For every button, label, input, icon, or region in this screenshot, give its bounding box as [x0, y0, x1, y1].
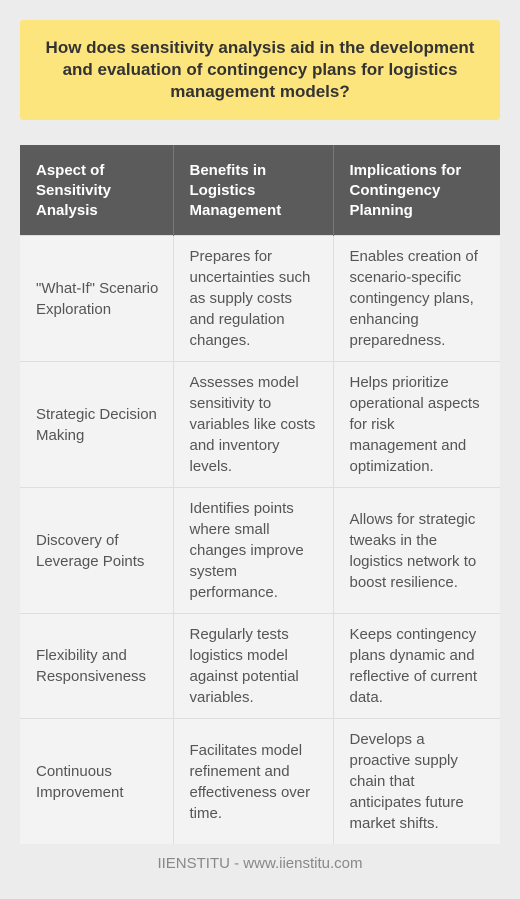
table-row — [20, 362, 500, 488]
cell-implication: Helps prioritize operational aspects for risk management and optimization. — [333, 362, 500, 488]
cell-benefit: Facilitates model refinement and effectiveness over time. — [173, 719, 333, 845]
table-row — [20, 614, 500, 719]
cell-aspect: Continuous Improvement — [20, 719, 173, 845]
table-row — [20, 488, 500, 614]
cell-implication: Develops a proactive supply chain that anticipates future market shifts. — [333, 719, 500, 845]
cell-aspect: "What-If" Scenario Exploration — [20, 236, 173, 362]
cell-implication: Allows for strategic tweaks in the logistics network to boost resilience. — [333, 488, 500, 614]
header-implications: Implications for Contingency Planning — [333, 145, 500, 236]
cell-benefit: Identifies points where small changes improve system performance. — [173, 488, 333, 614]
table-row — [20, 236, 500, 362]
table-row — [20, 719, 500, 845]
sensitivity-table-container — [20, 145, 500, 844]
page-title: How does sensitivity analysis aid in the development and evaluation of contingency plans for logistics management models? — [45, 38, 475, 101]
sensitivity-table — [20, 145, 500, 844]
title-banner — [20, 20, 500, 120]
cell-benefit: Assesses model sensitivity to variables like costs and inventory levels. — [173, 362, 333, 488]
cell-aspect: Strategic Decision Making — [20, 362, 173, 488]
cell-implication: Keeps contingency plans dynamic and reflective of current data. — [333, 614, 500, 719]
table-body — [20, 236, 500, 845]
header-aspect: Aspect of Sensitivity Analysis — [20, 145, 173, 236]
cell-aspect: Discovery of Leverage Points — [20, 488, 173, 614]
header-row — [20, 145, 500, 236]
footer-credit: IIENSTITU - www.iienstitu.com — [157, 855, 363, 872]
header-benefits: Benefits in Logistics Management — [173, 145, 333, 236]
cell-benefit: Prepares for uncertainties such as supply costs and regulation changes. — [173, 236, 333, 362]
cell-implication: Enables creation of scenario-specific contingency plans, enhancing preparedness. — [333, 236, 500, 362]
table-header — [20, 145, 500, 236]
cell-benefit: Regularly tests logistics model against potential variables. — [173, 614, 333, 719]
cell-aspect: Flexibility and Responsiveness — [20, 614, 173, 719]
